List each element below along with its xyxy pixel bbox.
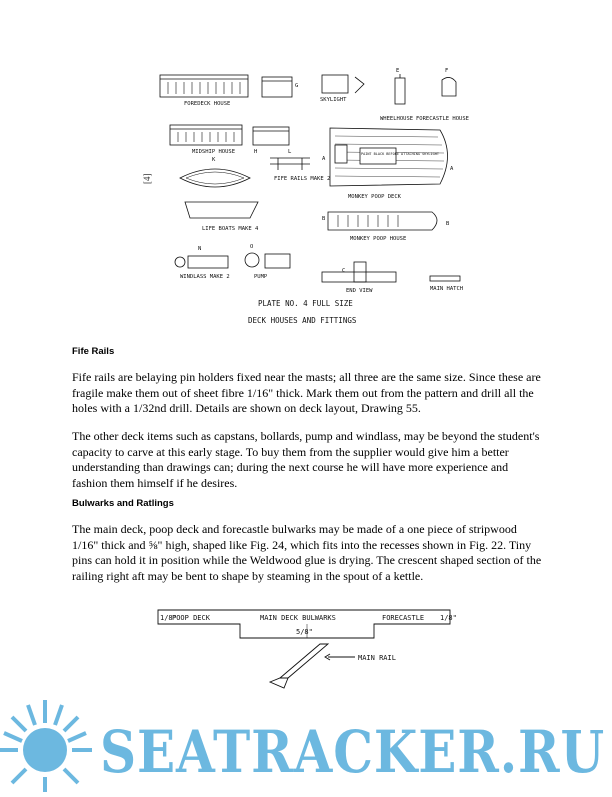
label-l: L	[288, 149, 292, 155]
life-boat-side-shape	[185, 202, 258, 218]
foredeck-house-shape	[160, 75, 248, 97]
label-midship-house: MIDSHIP HOUSE	[192, 149, 236, 155]
paragraph-deck-items: The other deck items such as capstans, bollards, pump and windlass, may be beyond the student's capacity to carve at this early stage. To buy them from the supplier would give him a better understanding than drawings can; during the next course he will have more experience and fashion them himself if he desires.	[72, 429, 540, 490]
paragraph-bulwarks: The main deck, poop deck and forecastle bulwarks may be made of a one piece of stripwood 1/16" thick and ⅝" high, shaped like Fig. 24, which fits into the recesses shown in Fig. 22. Tiny pins can hold it in position while the Weldwood glue is drying. The crescent shaped section of the railing right aft may be bent to shape by steaming in the spout of a kettle.	[72, 522, 542, 583]
g-house-shape	[262, 77, 292, 97]
label-forecastle: FORECASTLE	[382, 614, 425, 622]
label-main-hatch: MAIN HATCH	[430, 286, 464, 292]
life-boat-top-shape	[180, 169, 250, 187]
midship-house-shape	[170, 125, 242, 145]
sun-logo-icon	[0, 700, 92, 792]
plate-svg	[142, 60, 470, 335]
label-windlass: WINDLASS MAKE 2	[180, 274, 230, 280]
label-a-right: A	[450, 166, 454, 172]
dim-left: 1/8"	[160, 614, 177, 622]
label-main-deck-bulwarks: MAIN DECK BULWARKS	[260, 614, 336, 622]
label-b-left: B	[322, 216, 326, 222]
label-poop-deck: POOP DECK	[172, 614, 210, 622]
main-hatch-shape	[430, 276, 460, 281]
bulwark-figure	[150, 600, 470, 695]
pump-shape	[245, 253, 259, 267]
label-fife-rails: FIFE RAILS MAKE 2	[274, 176, 331, 182]
paragraph-fife-rails: Fife rails are belaying pin holders fixed near the masts; all three are the same size. Since these are fragile make them out of sheet fibre 1/16" thick. Mark them out from the pattern and drill all the holes with a 1/32nd drill. Details are shown on deck layout, Drawing 55.	[72, 370, 541, 415]
forecastle-house-shape	[442, 77, 456, 96]
plate-subtitle: DECK HOUSES AND FITTINGS	[248, 316, 357, 325]
main-rail-shape	[280, 644, 328, 678]
label-skylight: SKYLIGHT	[320, 97, 347, 103]
monkey-poop-house-shape	[328, 212, 437, 230]
label-g: G	[295, 83, 299, 89]
watermark-svg	[0, 695, 612, 792]
label-a-left: A	[322, 156, 326, 162]
bulwark-svg	[150, 600, 470, 695]
end-view-shape	[322, 272, 396, 282]
h-house-shape	[253, 127, 289, 145]
label-wheelhouse: WHEELHOUSE	[380, 116, 414, 122]
label-deck-note: PAINT BLACK BEFORE ATTACHING SKYLIGHT	[361, 152, 439, 156]
label-e: E	[396, 68, 400, 74]
heading-fife-rails: Fife Rails	[72, 346, 115, 357]
wheelhouse-shape	[395, 78, 405, 104]
label-c: C	[342, 268, 346, 274]
plate-title: PLATE NO. 4 FULL SIZE	[258, 299, 353, 308]
side-mark: [4]	[142, 173, 152, 184]
label-h: H	[254, 149, 258, 155]
label-f: F	[445, 68, 449, 74]
dim-right: 1/8"	[440, 614, 457, 622]
dim-center: 5/8"	[296, 628, 313, 636]
label-pump: PUMP	[254, 274, 268, 280]
label-foredeck-house: FOREDECK HOUSE	[184, 101, 231, 107]
label-forecastle-house: FORECASTLE HOUSE	[416, 116, 469, 122]
skylight-shape	[322, 75, 348, 93]
label-main-rail: MAIN RAIL	[358, 654, 396, 662]
windlass-shape	[188, 256, 228, 268]
watermark	[0, 695, 612, 792]
label-monkey-poop-house: MONKEY POOP HOUSE	[350, 236, 407, 242]
heading-bulwarks: Bulwarks and Ratlings	[72, 498, 174, 509]
label-n: N	[198, 246, 202, 252]
label-k: K	[212, 157, 216, 163]
label-end-view: END VIEW	[346, 288, 373, 294]
plate-drawing	[142, 60, 470, 335]
label-o: O	[250, 244, 254, 250]
label-b-right: B	[446, 221, 450, 227]
watermark-text: SEATRACKER.RU	[100, 718, 605, 786]
label-life-boats: LIFE BOATS MAKE 4	[202, 226, 259, 232]
label-monkey-poop-deck: MONKEY POOP DECK	[348, 194, 401, 200]
